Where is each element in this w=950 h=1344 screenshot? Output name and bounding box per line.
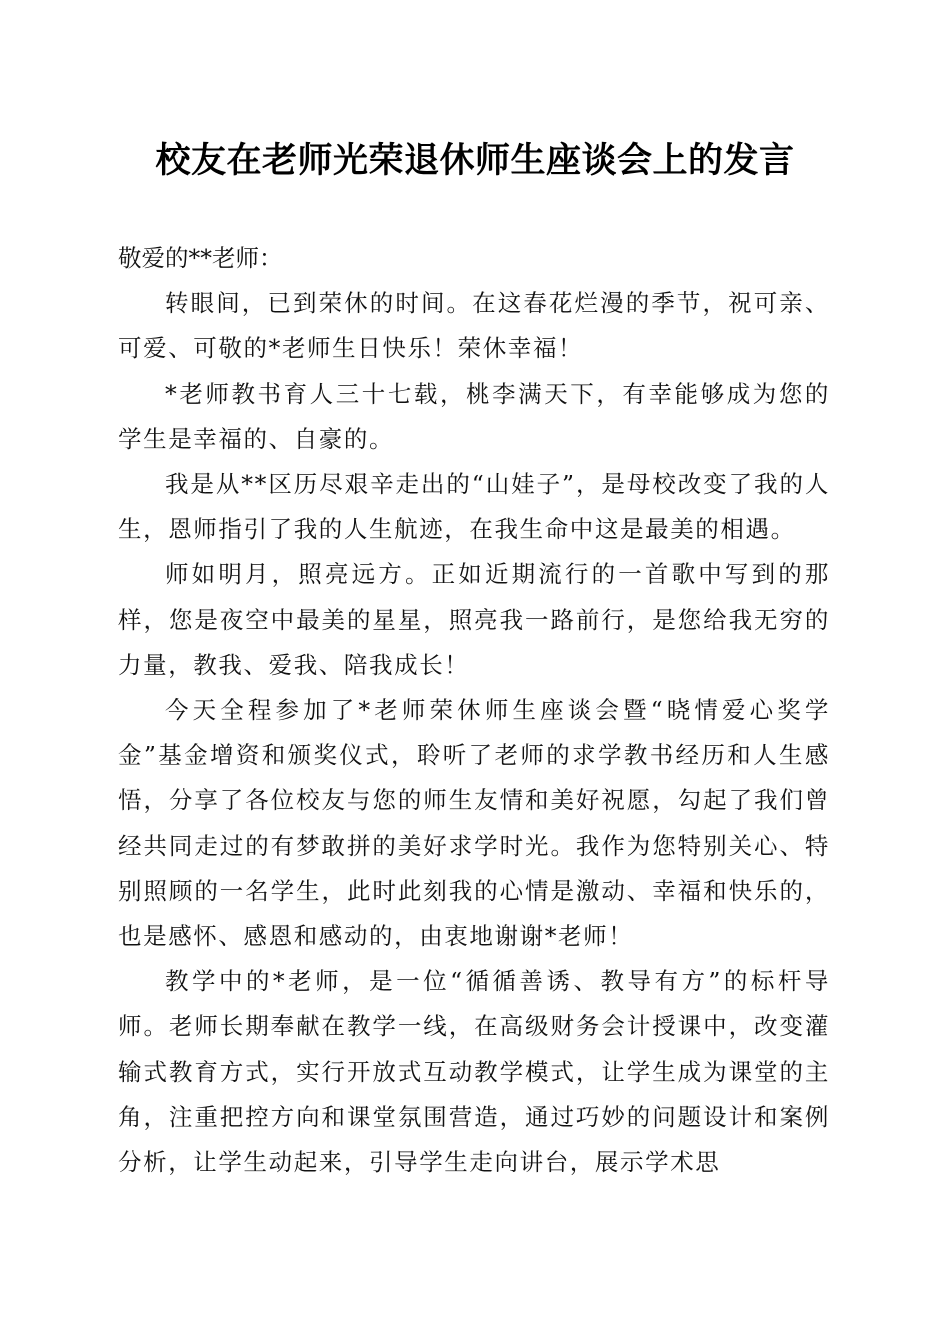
- document-body: [118, 236, 830, 1185]
- paragraph-1: 转眼间，已到荣休的时间。在这春花烂漫的季节，祝可亲、可爱、可敬的*老师生日快乐！荣休幸福！: [118, 289, 830, 363]
- paragraph-6: 教学中的*老师，是一位“循循善诱、教导有方”的标杆导师。老师长期奉献在教学一线，在高级财务会计授课中，改变灌输式教育方式，实行开放式互动教学模式，让学生成为课堂的主角，注重把控方向和课堂氛围营造，通过巧妙的问题设计和案例分析，让学生动起来，引导学生走向讲台，展示学术思: [118, 967, 830, 1177]
- paragraph-2: *老师教书育人三十七载，桃李满天下，有幸能够成为您的学生是幸福的、自豪的。: [118, 379, 830, 453]
- paragraph-3: 我是从**区历尽艰辛走出的“山娃子”，是母校改变了我的人生，恩师指引了我的人生航迹，在我生命中这是最美的相遇。: [118, 470, 830, 544]
- paragraph-4: 师如明月，照亮远方。正如近期流行的一首歌中写到的那样，您是夜空中最美的星星，照亮我一路前行，是您给我无穷的力量，教我、爱我、陪我成长！: [118, 560, 830, 679]
- document-title: 校友在老师光荣退休师生座谈会上的发言: [155, 140, 795, 181]
- paragraph-5: 今天全程参加了*老师荣休师生座谈会暨“晓情爱心奖学金”基金增资和颁奖仪式，聆听了老师的求学教书经历和人生感悟，分享了各位校友与您的师生友情和美好祝愿，勾起了我们曾经共同走过的有梦敢拼的美好求学时光。我作为您特别关心、特别照顾的一名学生，此时此刻我的心情是激动、幸福和快乐的，也是感怀、感恩和感动的，由衷地谢谢*老师！: [118, 696, 830, 951]
- salutation: 敬爱的**老师：: [118, 244, 283, 272]
